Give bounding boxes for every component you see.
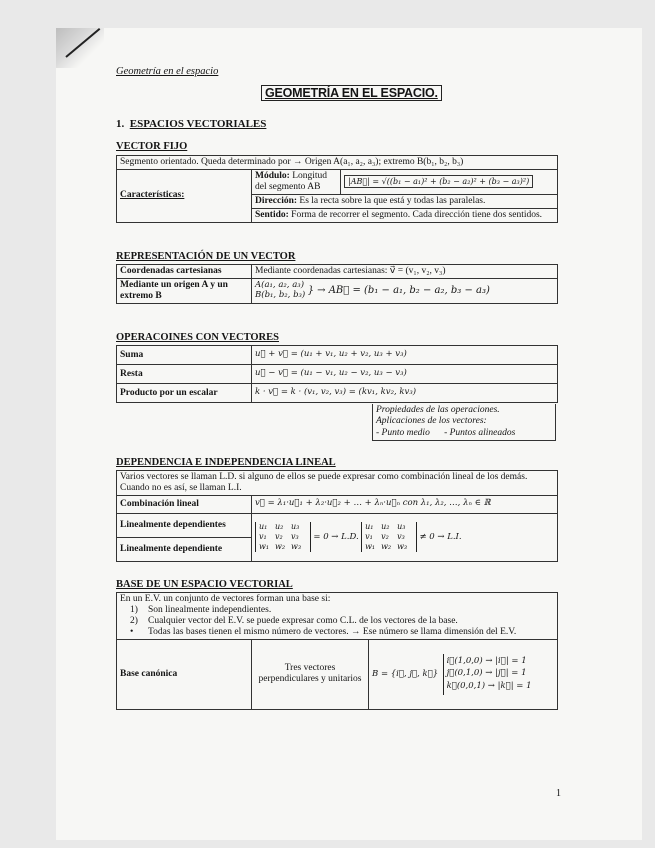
combinacion-label: Combinación lineal — [117, 495, 252, 513]
vector-fijo-heading: VECTOR FIJO — [116, 141, 188, 152]
operaciones-table — [116, 345, 558, 403]
ld-label-1: Linealmente dependientes — [117, 513, 252, 537]
dependencia-intro: Varios vectores se llaman L.D. si alguno de ellos se puede expresar como combinación lineal de los demás. Cuando no es así, se llaman L.I. — [117, 471, 558, 496]
resta-formula: u⃗ − v⃗ = (u₁ − v₁, u₂ − v₂, u₃ − v₃) — [252, 365, 558, 384]
resta-label: Resta — [117, 365, 252, 384]
dependencia-table — [116, 470, 558, 562]
ld-label-2: Linealmente dependiente — [117, 537, 252, 561]
propiedades-box: Propiedades de las operaciones. Aplicaciones de los vectores: - Punto medio - Puntos alineados — [372, 404, 556, 441]
suma-label: Suma — [117, 346, 252, 365]
combinacion-formula: v⃗ = λ₁·u⃗₁ + λ₂·u⃗₂ + … + λₙ·u⃗ₙ con λ₁, λ₂, …, λₙ ∈ ℝ — [252, 495, 558, 513]
scan-shadow — [56, 28, 104, 68]
base-canonica-label: Base canónica — [117, 639, 252, 709]
coordenadas-label: Coordenadas cartesianas — [117, 265, 252, 279]
producto-label: Producto por un escalar — [117, 384, 252, 403]
representacion-table — [116, 264, 558, 304]
modulo-cell: Módulo: Longitud del segmento AB — [252, 169, 341, 194]
suma-formula: u⃗ + v⃗ = (u₁ + v₁, u₂ + v₂, u₃ + v₃) — [252, 346, 558, 365]
operaciones-heading: OPERACOINES CON VECTORES — [116, 332, 279, 343]
vector-fijo-definition: Segmento orientado. Queda determinado por → Origen A(a₁, a₂, a₃); extremo B(b₁, b₂, b₃) — [117, 156, 558, 170]
vector-fijo-table — [116, 155, 558, 223]
dependencia-heading: DEPENDENCIA E INDEPENDENCIA LINEAL — [116, 457, 336, 468]
modulo-formula-cell: |AB⃗| = √((b₁ − a₁)² + (b₂ − a₂)² + (b₃ − a₃)²) — [341, 169, 558, 194]
base-canonica-desc: Tres vectores perpendiculares y unitarios — [252, 639, 369, 709]
base-canonica-formula: B = {i⃗, j⃗, k⃗} i⃗(1,0,0) → |i⃗| = 1 j⃗(0,1,0) → |j⃗| = 1 k⃗(0,0,1) → |k⃗| = 1 — [369, 639, 558, 709]
section-heading: 1. ESPACIOS VECTORIALES — [116, 118, 267, 130]
page-number: 1 — [556, 788, 561, 799]
coordenadas-value: Mediante coordenadas cartesianas: v⃗ = (v₁, v₂, v₃) — [252, 265, 558, 279]
determinant-li: u₁ u₂ u₃ v₁ v₂ v₃ w₁ w₂ w₃ — [361, 522, 417, 552]
base-intro-cell: En un E.V. un conjunto de vectores forman una base si: 1) Son linealmente independientes. 2) Cualquier vector del E.V. se puede expresar como C.L. de los vectores de la base. • Todas las bases tienen el mismo número de vectores. → Ese número se llama dimensión del E.V. — [117, 593, 558, 640]
base-item-2: 2) Cualquier vector del E.V. se puede expresar como C.L. de los vectores de la base. — [130, 615, 458, 626]
origen-extremo-label: Mediante un origen A y un extremo B — [117, 278, 252, 303]
base-heading: BASE DE UN ESPACIO VECTORIAL — [116, 579, 293, 590]
determinant-cell: u₁ u₂ u₃ v₁ v₂ v₃ w₁ w₂ w₃ = 0 → L.D. u₁ u₂ u₃ v₁ v₂ v₃ w₁ w₂ w₃ ≠ 0 → L.I. — [252, 513, 558, 561]
origen-extremo-value: A(a₁, a₂, a₃) B(b₁, b₂, b₃) } → AB⃗ = (b₁ − a₁, b₂ − a₂, b₃ − a₃) — [252, 278, 558, 303]
base-item-1: 1) Son linealmente independientes. — [130, 604, 272, 615]
caracteristicas-label: Características: — [117, 169, 252, 222]
sentido-cell: Sentido: Forma de recorrer el segmento. Cada dirección tiene dos sentidos. — [252, 208, 558, 222]
representacion-heading: REPRESENTACIÓN DE UN VECTOR — [116, 251, 296, 262]
determinant-ld: u₁ u₂ u₃ v₁ v₂ v₃ w₁ w₂ w₃ — [255, 522, 311, 552]
running-header: Geometría en el espacio — [116, 66, 219, 77]
base-item-3: • Todas las bases tienen el mismo número de vectores. → Ese número se llama dimensión del E.V. — [130, 626, 517, 637]
producto-formula: k · v⃗ = k · (v₁, v₂, v₃) = (kv₁, kv₂, kv₃) — [252, 384, 558, 403]
base-table — [116, 592, 558, 710]
page-title: GEOMETRÍA EN EL ESPACIO. — [261, 85, 442, 101]
direccion-cell: Dirección: Es la recta sobre la que está y todas las paralelas. — [252, 194, 558, 208]
